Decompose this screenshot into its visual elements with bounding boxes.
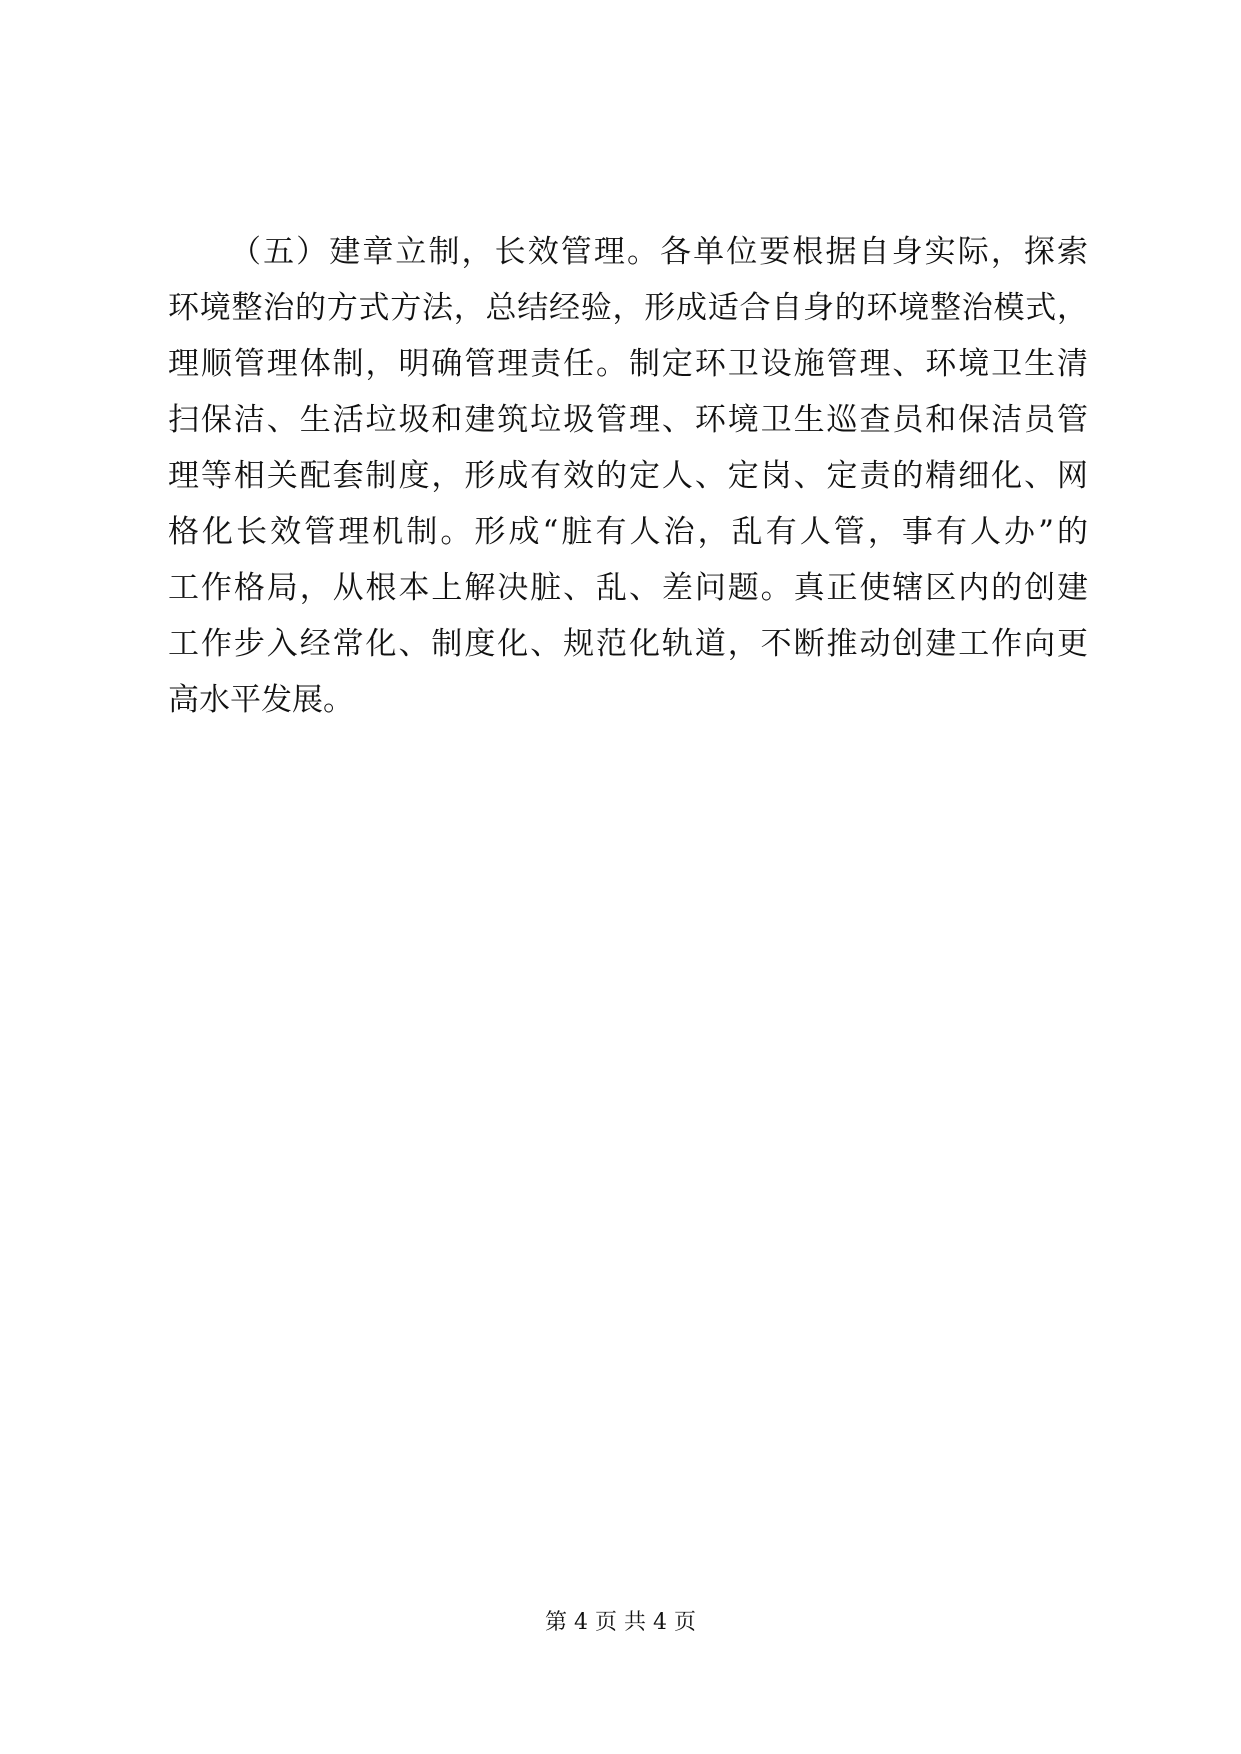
paragraph-line: （五）建章立制，长效管理。各单位要根据自身实际，探索 (230, 234, 1088, 270)
page-footer: 第 4 页 共 4 页 (545, 1610, 696, 1635)
paragraph-line: 环境整治的方式方法，总结经验，形成适合自身的环境整治模式， (168, 290, 1088, 326)
paragraph-line: 理顺管理体制，明确管理责任。制定环卫设施管理、环境卫生清 (168, 346, 1088, 382)
paragraph-line: 工作格局，从根本上解决脏、乱、差问题。真正使辖区内的创建 (168, 570, 1088, 606)
paragraph-line: 工作步入经常化、制度化、规范化轨道，不断推动创建工作向更 (168, 626, 1088, 662)
paragraph-line: 理等相关配套制度，形成有效的定人、定岗、定责的精细化、网 (168, 458, 1088, 494)
paragraph-line: 高水平发展。 (168, 682, 354, 718)
paragraph-section-five (168, 224, 1088, 728)
paragraph-line: 扫保洁、生活垃圾和建筑垃圾管理、环境卫生巡查员和保洁员管 (168, 402, 1088, 438)
paragraph-line: 格化长效管理机制。形成“脏有人治，乱有人管，事有人办”的 (168, 514, 1088, 550)
